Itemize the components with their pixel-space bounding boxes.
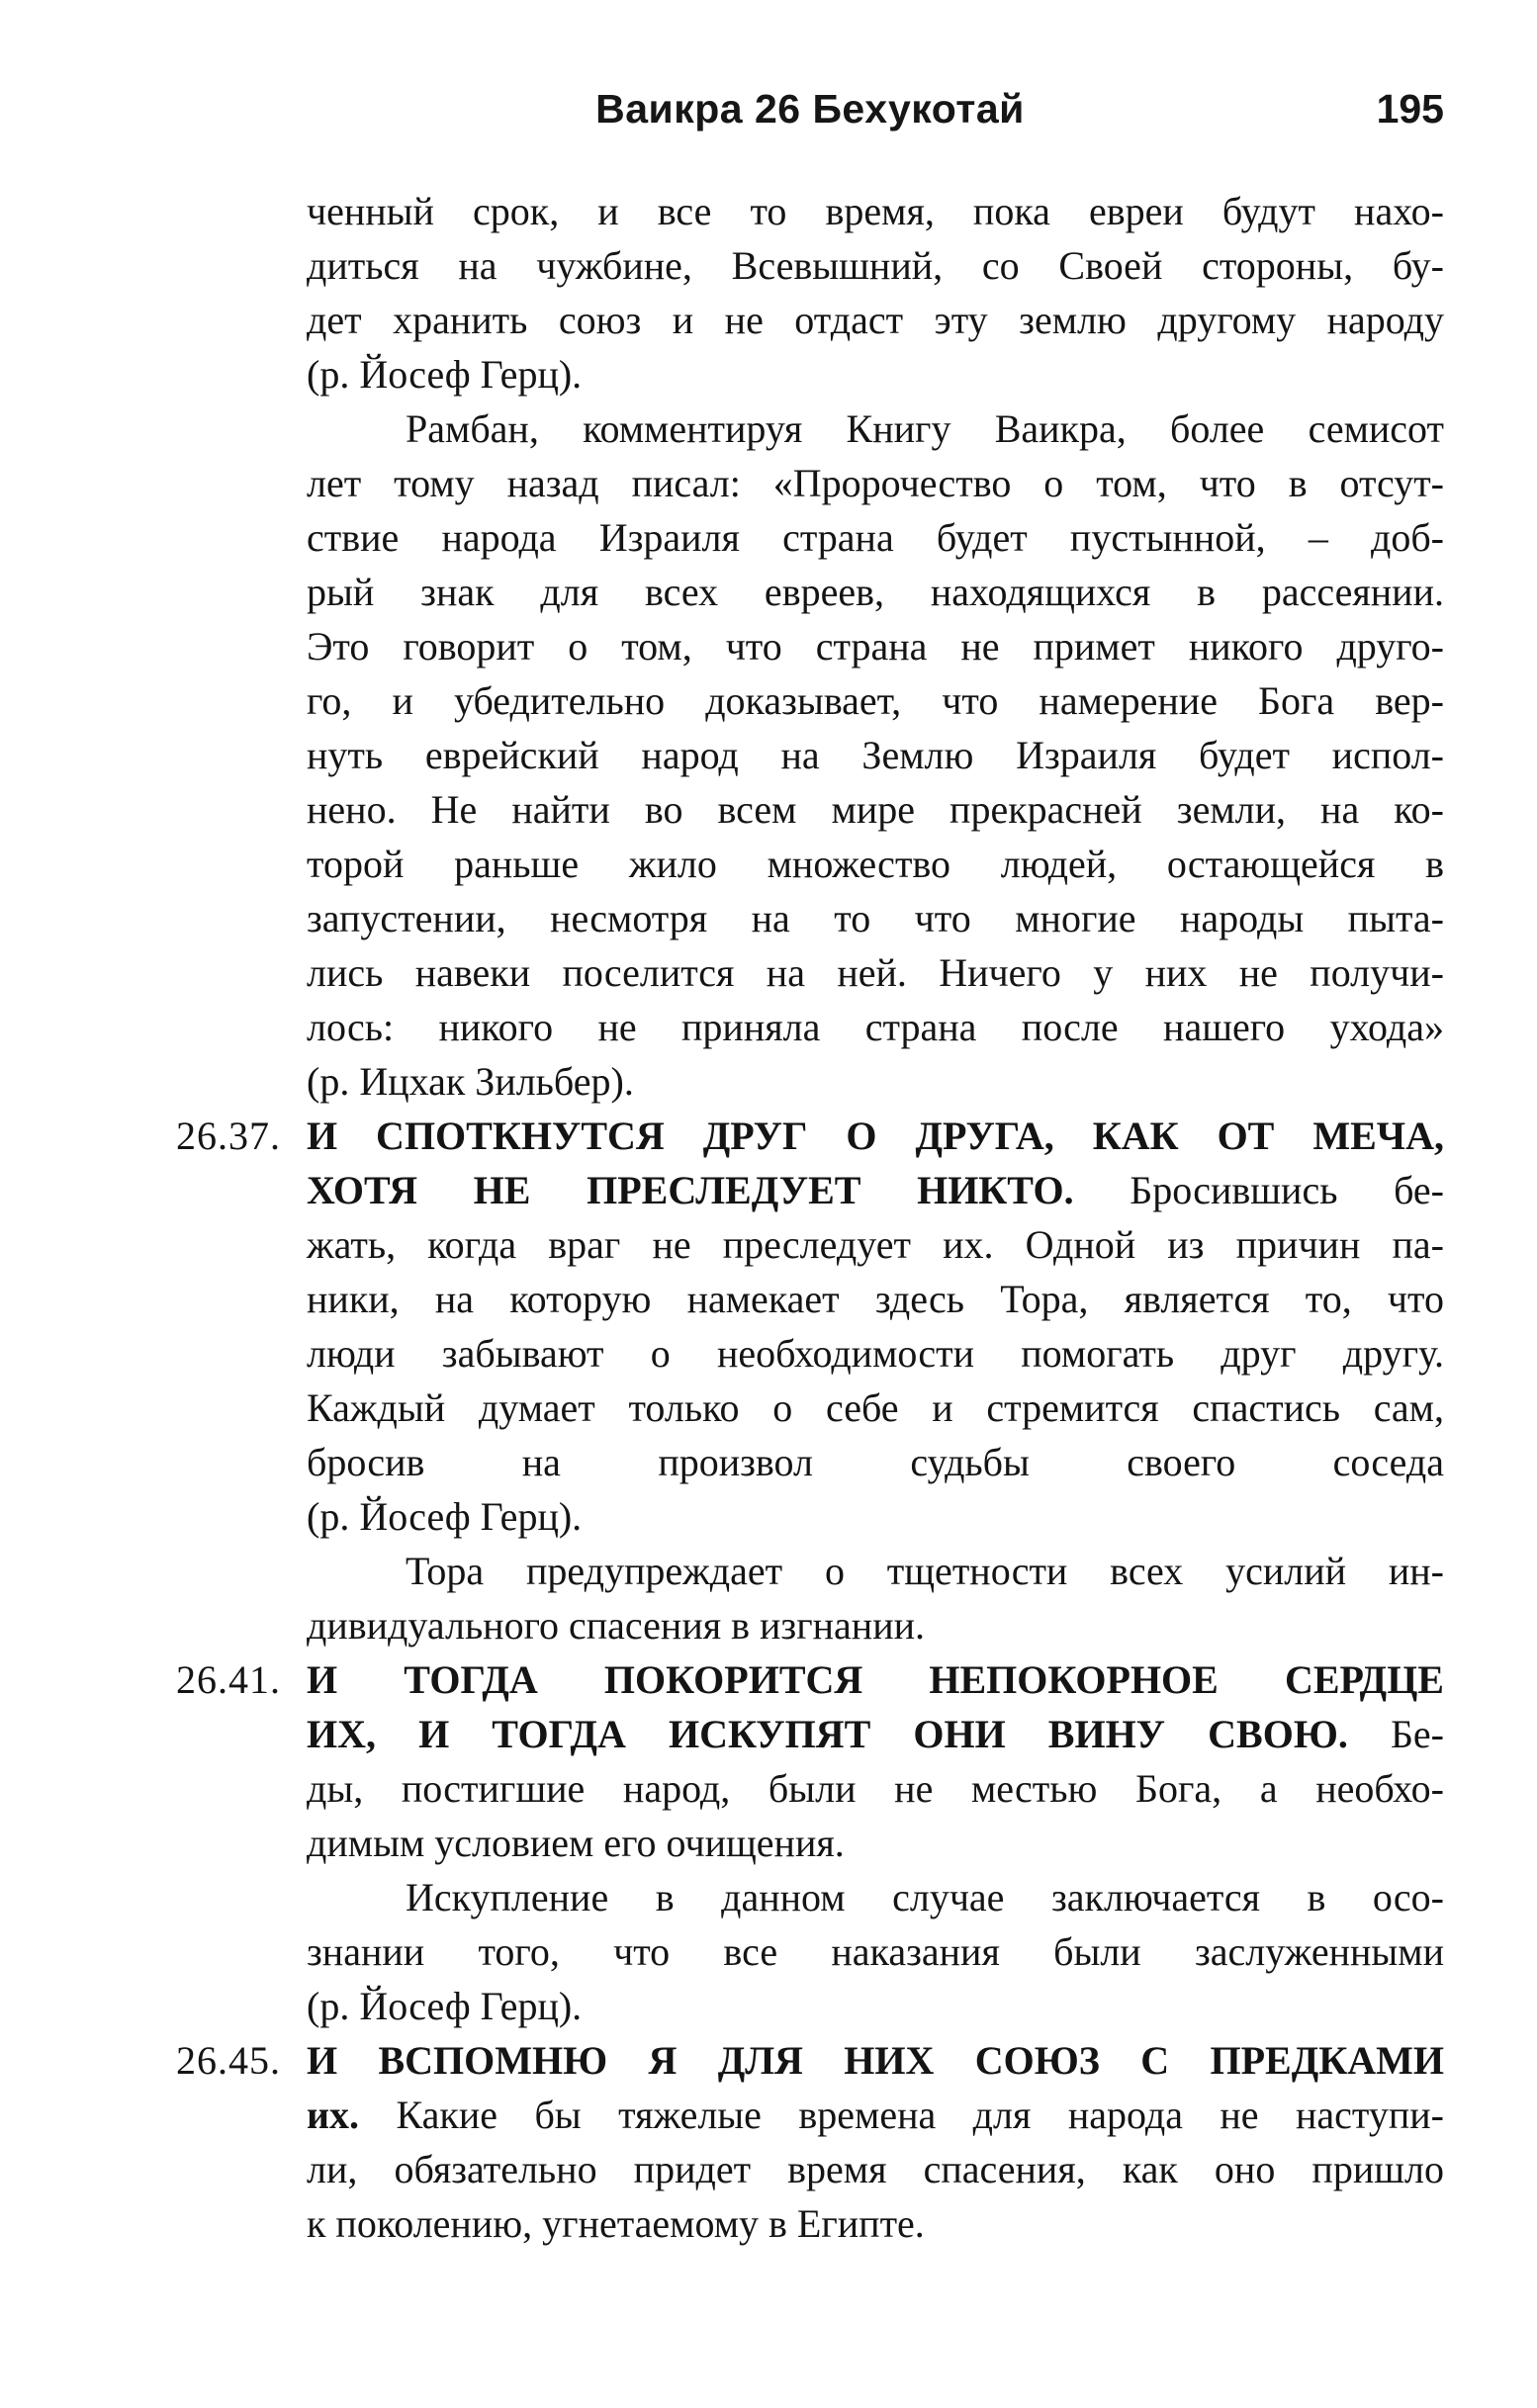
text-line xyxy=(176,945,1444,1000)
text-line xyxy=(176,891,1444,945)
text-line xyxy=(176,837,1444,891)
text-body xyxy=(176,184,1444,2251)
text-line xyxy=(176,1652,1444,1707)
text-segment: (р. Ицхак Зильбер). xyxy=(307,1059,634,1104)
text-segment: ники, на которую намекает здесь Тора, является то, что xyxy=(307,1277,1444,1321)
text-line xyxy=(176,1489,1444,1544)
text-line xyxy=(176,728,1444,782)
text-segment: Рамбан, комментируя Книгу Ваикра, более семисот xyxy=(406,406,1444,451)
text-line xyxy=(176,401,1444,456)
text-segment: Какие бы тяжелые времена для народа не наступи- xyxy=(359,2093,1444,2137)
text-line xyxy=(176,1761,1444,1816)
verse-number: 26.45. xyxy=(176,2038,281,2083)
text-line xyxy=(176,2033,1444,2088)
text-segment: Бросившись бе- xyxy=(1073,1168,1444,1212)
text-line xyxy=(176,1272,1444,1326)
text-line xyxy=(176,1598,1444,1652)
text-segment: Каждый думает только о себе и стремится спастись сам, xyxy=(307,1385,1444,1430)
text-line xyxy=(176,1163,1444,1217)
text-line xyxy=(176,347,1444,401)
text-line xyxy=(176,1707,1444,1761)
text-segment: диться на чужбине, Всевышний, со Своей стороны, бу- xyxy=(307,243,1444,288)
verse-text-bold: И ТОГДА ПОКОРИТСЯ НЕПОКОРНОЕ СЕРДЦЕ xyxy=(307,1657,1444,1702)
text-segment: Это говорит о том, что страна не примет никого друго- xyxy=(307,624,1444,669)
text-segment: знании того, что все наказания были заслуженными xyxy=(307,1929,1444,1974)
page-header xyxy=(176,81,1444,136)
verse-text-bold: И СПОТКНУТСЯ ДРУГ О ДРУГА, КАК ОТ МЕЧА, xyxy=(307,1114,1444,1158)
text-line xyxy=(176,184,1444,238)
text-line xyxy=(176,1109,1444,1163)
text-segment: лись навеки поселится на ней. Ничего у них не получи- xyxy=(307,950,1444,995)
text-segment: запустении, несмотря на то что многие народы пыта- xyxy=(307,896,1444,940)
text-segment: димым условием его очищения. xyxy=(307,1821,845,1865)
text-segment: торой раньше жило множество людей, остающейся в xyxy=(307,842,1444,886)
verse-text-bold: их. xyxy=(307,2093,360,2137)
verse-number: 26.37. xyxy=(176,1114,281,1158)
text-line xyxy=(176,2088,1444,2142)
text-segment: бросив на произвол судьбы своего соседа xyxy=(307,1440,1444,1484)
verse-text-bold: ХОТЯ НЕ ПРЕСЛЕДУЕТ НИКТО. xyxy=(307,1168,1074,1212)
text-line xyxy=(176,619,1444,673)
text-line xyxy=(176,293,1444,347)
text-segment: ствие народа Израиля страна будет пустынной, – доб- xyxy=(307,515,1444,560)
text-segment: го, и убедительно доказывает, что намерение Бога вер- xyxy=(307,678,1444,723)
text-line xyxy=(176,1435,1444,1489)
text-segment: нено. Не найти во всем мире прекрасней земли, на ко- xyxy=(307,787,1444,832)
text-line xyxy=(176,510,1444,565)
text-segment: к поколению, угнетаемому в Египте. xyxy=(307,2201,925,2246)
text-segment: дет хранить союз и не отдаст эту землю другому народу xyxy=(307,298,1444,342)
text-line xyxy=(176,1000,1444,1054)
text-line xyxy=(176,673,1444,728)
text-line xyxy=(176,2142,1444,2196)
text-segment: (р. Йосеф Герц). xyxy=(307,352,583,397)
text-segment: нуть еврейский народ на Землю Израиля будет испол- xyxy=(307,733,1444,777)
text-line xyxy=(176,1816,1444,1870)
text-line xyxy=(176,1326,1444,1381)
text-segment: рый знак для всех евреев, находящихся в рассеянии. xyxy=(307,570,1444,614)
text-line xyxy=(176,2196,1444,2251)
text-segment: лет тому назад писал: «Пророчество о том, что в отсут- xyxy=(307,461,1444,505)
text-segment: ли, обязательно придет время спасения, как оно пришло xyxy=(307,2147,1444,2191)
text-line xyxy=(176,565,1444,619)
text-line xyxy=(176,1544,1444,1598)
text-segment: дивидуального спасения в изгнании. xyxy=(307,1603,925,1648)
text-segment: (р. Йосеф Герц). xyxy=(307,1494,583,1539)
text-line xyxy=(176,1054,1444,1109)
running-title: Ваикра 26 Бехукотай xyxy=(595,86,1025,132)
verse-text-bold: И ВСПОМНЮ Я ДЛЯ НИХ СОЮЗ С ПРЕДКАМИ xyxy=(307,2038,1444,2083)
text-segment: лось: никого не приняла страна после нашего ухода» xyxy=(307,1005,1444,1049)
text-line xyxy=(176,238,1444,293)
text-segment: Искупление в данном случае заключается в осо- xyxy=(406,1875,1444,1919)
text-line xyxy=(176,1870,1444,1924)
text-line xyxy=(176,456,1444,510)
verse-text-bold: ИХ, И ТОГДА ИСКУПЯТ ОНИ ВИНУ СВОЮ. xyxy=(307,1712,1348,1756)
text-segment: люди забывают о необходимости помогать друг другу. xyxy=(307,1331,1444,1376)
text-segment: ды, постигшие народ, были не местью Бога, а необхо- xyxy=(307,1766,1444,1811)
text-line xyxy=(176,1924,1444,1979)
text-segment: Тора предупреждает о тщетности всех усилий ин- xyxy=(406,1549,1444,1593)
text-line xyxy=(176,1217,1444,1272)
text-segment: (р. Йосеф Герц). xyxy=(307,1984,583,2028)
text-line xyxy=(176,782,1444,837)
text-segment: жать, когда враг не преследует их. Одной из причин па- xyxy=(307,1222,1444,1267)
text-segment: Бе- xyxy=(1347,1712,1444,1756)
text-line xyxy=(176,1979,1444,2033)
page-number: 195 xyxy=(1376,86,1444,132)
verse-number: 26.41. xyxy=(176,1657,281,1702)
text-segment: ченный срок, и все то время, пока евреи будут нахо- xyxy=(307,189,1444,233)
text-line xyxy=(176,1381,1444,1435)
